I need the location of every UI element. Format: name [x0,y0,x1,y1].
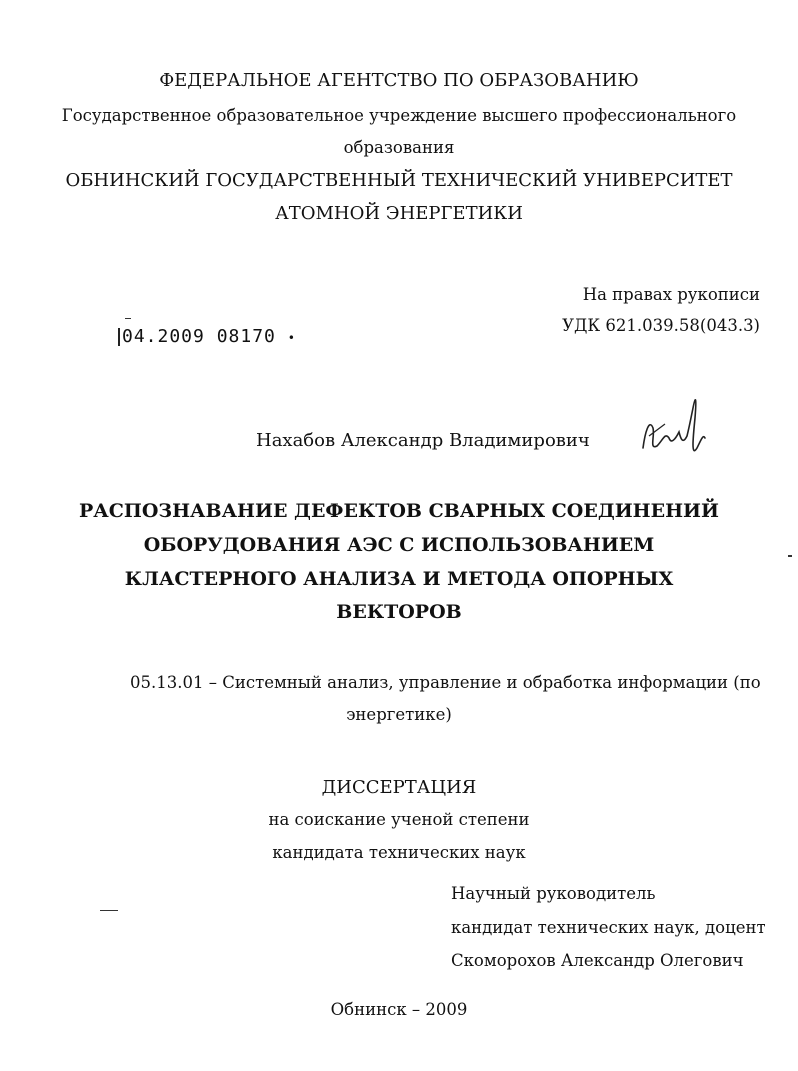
university-line-2: АТОМНОЙ ЭНЕРГЕТИКИ [275,203,523,224]
registration-number-stamp [118,326,296,347]
city-year: Обнинск – 2009 [330,1000,468,1019]
specialty-line-1: 05.13.01 – Системный анализ, управление и обработка информации (по [130,673,761,692]
manuscript-rights: На правах рукописи [582,285,760,304]
registration-number: 04.2009 08170 [122,326,276,347]
title-line-3: КЛАСТЕРНОГО АНАЛИЗА И МЕТОДА ОПОРНЫХ [124,568,674,590]
title-line-1: РАСПОЗНАВАНИЕ ДЕФЕКТОВ СВАРНЫХ СОЕДИНЕНИЙ [79,500,719,522]
signature-image [635,388,715,468]
scan-mark [125,318,131,319]
agency-name: ФЕДЕРАЛЬНОЕ АГЕНТСТВО ПО ОБРАЗОВАНИЮ [159,70,639,91]
degree-line-2: кандидата технических наук [272,843,526,862]
institution-line-2: образования [343,138,455,157]
scan-mark [100,910,118,911]
advisor-role: Научный руководитель [451,884,656,903]
udk-code: УДК 621.039.58(043.3) [562,316,760,335]
university-line-1: ОБНИНСКИЙ ГОСУДАРСТВЕННЫЙ ТЕХНИЧЕСКИЙ УНИВЕРСИТЕТ [65,170,733,191]
advisor-name: Скоморохов Александр Олегович [451,951,744,970]
advisor-title: кандидат технических наук, доцент [451,918,766,937]
stamp-mark [118,328,120,346]
dissertation-label: ДИССЕРТАЦИЯ [321,777,477,798]
degree-line-1: на соискание ученой степени [268,810,530,829]
specialty-line-2: энергетике) [346,705,452,724]
author-name: Нахабов Александр Владимирович [256,430,590,451]
scan-mark [788,555,792,557]
title-line-2: ОБОРУДОВАНИЯ АЭС С ИСПОЛЬЗОВАНИЕМ [143,534,655,556]
stamp-dot: • [287,331,296,345]
institution-line-1: Государственное образовательное учреждение высшего профессионального [61,106,737,125]
title-line-4: ВЕКТОРОВ [336,601,462,623]
